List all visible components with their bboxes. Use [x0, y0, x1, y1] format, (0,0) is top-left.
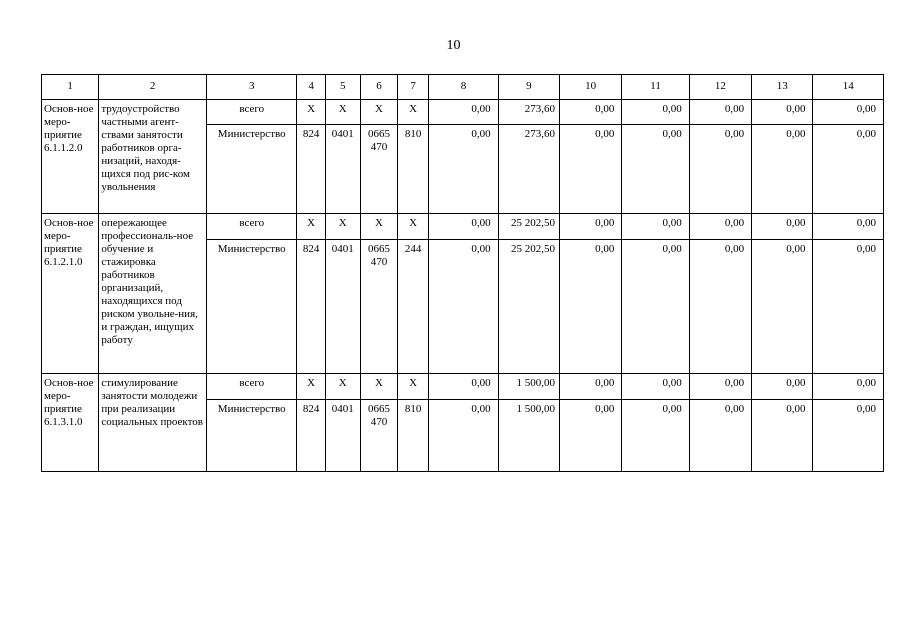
table-cell: 0,00	[560, 125, 622, 214]
table-cell: 0,00	[429, 100, 498, 125]
table-cell: 824	[297, 125, 325, 214]
measure-name: Основ-ное меро-приятие 6.1.1.2.0	[42, 100, 99, 214]
executor-cell: всего	[206, 374, 297, 400]
col-header: 2	[99, 75, 207, 100]
table-cell: 0,00	[813, 240, 884, 374]
table-cell: 0,00	[813, 100, 884, 125]
table-cell: 1 500,00	[498, 400, 559, 472]
table-cell: 0,00	[429, 374, 498, 400]
table-cell: 0,00	[429, 125, 498, 214]
measure-name: Основ-ное меро-приятие 6.1.3.1.0	[42, 374, 99, 472]
executor-cell: Министерство	[206, 240, 297, 374]
table-cell: X	[360, 374, 397, 400]
budget-table	[41, 74, 884, 472]
table-cell: 0,00	[429, 214, 498, 240]
table-cell: 244	[398, 240, 429, 374]
col-header: 6	[360, 75, 397, 100]
col-header: 7	[398, 75, 429, 100]
col-header: 9	[498, 75, 559, 100]
table-row	[42, 374, 884, 400]
table-cell: 0,00	[560, 100, 622, 125]
measure-description: опережающее профессиональ-ное обучение и стажировка работников организаций, находящихся под риском увольне-ния, и граждан, ищущих работу	[99, 214, 207, 374]
table-cell: 0,00	[560, 214, 622, 240]
table-row	[42, 214, 884, 240]
table-cell: 273,60	[498, 100, 559, 125]
col-header: 8	[429, 75, 498, 100]
table-cell: 0,00	[813, 125, 884, 214]
measure-description: стимулирование занятости молодежи при реализации социальных проектов	[99, 374, 207, 472]
table-cell: 0,00	[752, 214, 813, 240]
table-cell: 0,00	[560, 400, 622, 472]
table-row	[42, 100, 884, 125]
table-cell: 0,00	[689, 125, 751, 214]
table-cell: 0,00	[752, 240, 813, 374]
table-cell: X	[297, 374, 325, 400]
col-header: 13	[752, 75, 813, 100]
table-cell: 824	[297, 240, 325, 374]
page-number: 10	[446, 38, 461, 53]
table-cell: 0,00	[689, 240, 751, 374]
table-cell: X	[398, 100, 429, 125]
col-header: 3	[206, 75, 297, 100]
table-cell: 0,00	[752, 374, 813, 400]
table-cell: 0,00	[622, 240, 689, 374]
table-cell: X	[297, 100, 325, 125]
table-cell: 824	[297, 400, 325, 472]
header-row	[42, 75, 884, 100]
table-cell: 0,00	[622, 400, 689, 472]
col-header: 12	[689, 75, 751, 100]
executor-cell: всего	[206, 100, 297, 125]
col-header: 4	[297, 75, 325, 100]
table-cell: 1 500,00	[498, 374, 559, 400]
table-cell: X	[325, 374, 360, 400]
table-cell: 810	[398, 125, 429, 214]
table-cell: 0,00	[560, 240, 622, 374]
table-cell: 0401	[325, 240, 360, 374]
table-cell: 0,00	[622, 214, 689, 240]
table-cell: 0665 470	[360, 400, 397, 472]
table-cell: 0,00	[752, 125, 813, 214]
table-cell: 0,00	[689, 400, 751, 472]
table-cell: X	[325, 100, 360, 125]
table-cell: X	[398, 374, 429, 400]
table-cell: 25 202,50	[498, 214, 559, 240]
table-cell: X	[360, 214, 397, 240]
col-header: 11	[622, 75, 689, 100]
table-cell: 0,00	[813, 374, 884, 400]
table-cell: 0,00	[622, 100, 689, 125]
table-cell: 0,00	[429, 400, 498, 472]
table-cell: 0665 470	[360, 125, 397, 214]
table-cell: 0,00	[813, 400, 884, 472]
table-cell: 0,00	[813, 214, 884, 240]
executor-cell: всего	[206, 214, 297, 240]
table-cell: X	[360, 100, 397, 125]
measure-name: Основ-ное меро-приятие 6.1.2.1.0	[42, 214, 99, 374]
col-header: 10	[560, 75, 622, 100]
table-cell: 0,00	[689, 374, 751, 400]
table-cell: 810	[398, 400, 429, 472]
table-cell: 273,60	[498, 125, 559, 214]
table-cell: 0401	[325, 125, 360, 214]
executor-cell: Министерство	[206, 400, 297, 472]
table-cell: 0,00	[622, 125, 689, 214]
table-cell: 0,00	[429, 240, 498, 374]
col-header: 14	[813, 75, 884, 100]
col-header: 1	[42, 75, 99, 100]
table-cell: 0401	[325, 400, 360, 472]
table-cell: X	[398, 214, 429, 240]
table-cell: 0,00	[752, 400, 813, 472]
table-cell: 25 202,50	[498, 240, 559, 374]
executor-cell: Министерство	[206, 125, 297, 214]
table-cell: X	[325, 214, 360, 240]
table-cell: 0,00	[689, 100, 751, 125]
table-cell: 0,00	[560, 374, 622, 400]
measure-description: трудоустройство частными агент-ствами занятости работников орга-низаций, находя-щихся под рис-ком увольнения	[99, 100, 207, 214]
table-cell: 0,00	[689, 214, 751, 240]
col-header: 5	[325, 75, 360, 100]
table-cell: X	[297, 214, 325, 240]
table-cell: 0665 470	[360, 240, 397, 374]
table-cell: 0,00	[622, 374, 689, 400]
table-cell: 0,00	[752, 100, 813, 125]
